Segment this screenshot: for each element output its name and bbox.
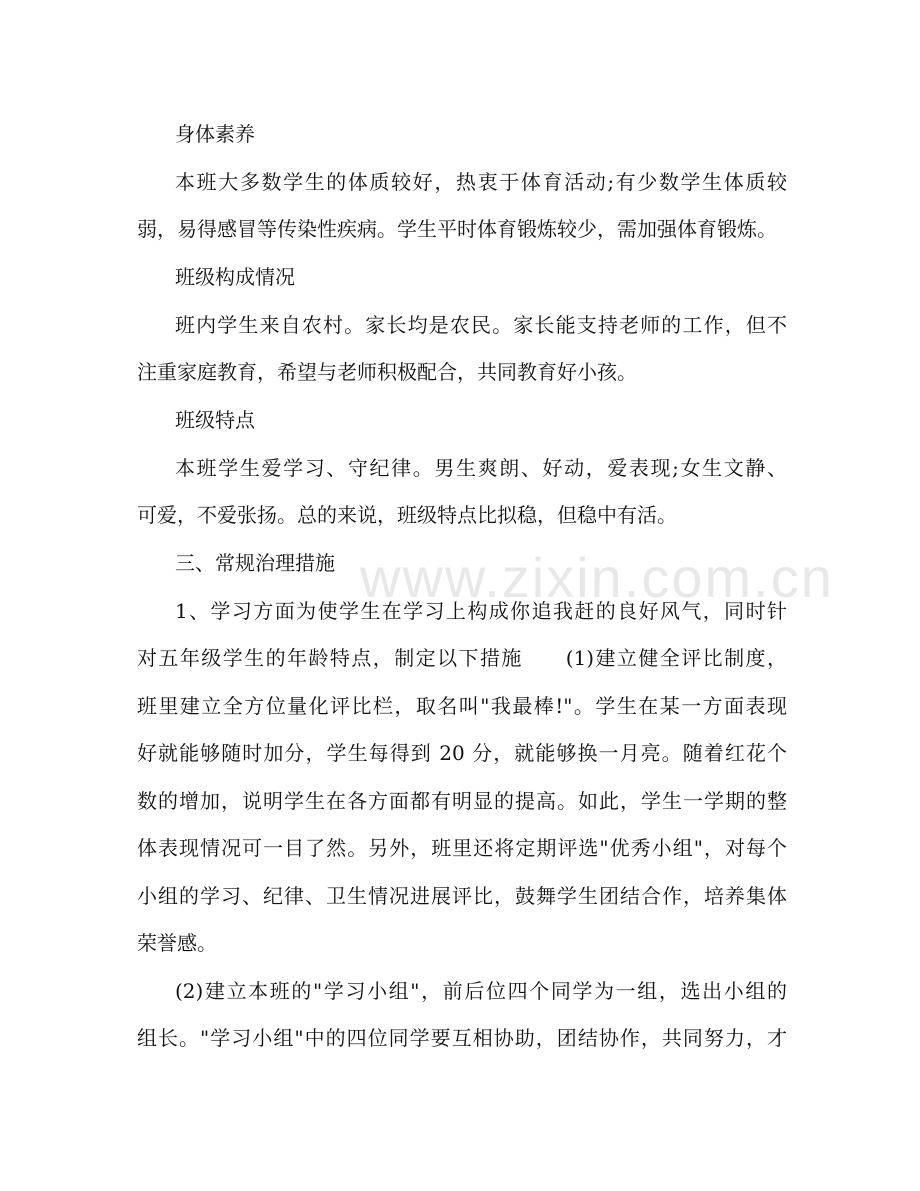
paragraph-line: 对五年级学生的年龄特点，制定以下措施 (1)建立健全评比制度， (137, 646, 787, 670)
paragraph-line: 本班学生爱学习、守纪律。男生爽朗、好动，爱表现;女生文静、 (175, 456, 787, 480)
section-heading-physical: 身体素养 (175, 122, 255, 146)
paragraph-line: 班内学生来自农村。家长均是农民。家长能支持老师的工作，但不 (175, 313, 787, 337)
paragraph-line: 体表现情况可一目了然。另外，班里还将定期评选"优秀小组"，对每个 (137, 836, 787, 860)
paragraph-line: 本班大多数学生的体质较好，热衷于体育活动;有少数学生体质较 (175, 170, 787, 194)
paragraph-line: 数的增加，说明学生在各方面都有明显的提高。如此，学生一学期的整 (137, 789, 787, 813)
paragraph-line: 可爱，不爱张扬。总的来说，班级特点比拟稳，但稳中有活。 (137, 503, 677, 527)
watermark: www.zixin.com.cn (360, 546, 834, 609)
paragraph-line: 小组的学习、纪律、卫生情况进展评比，鼓舞学生团结合作，培养集体 (137, 884, 787, 908)
paragraph-line: (2)建立本班的"学习小组"，前后位四个同学为一组，选出小组的 (175, 979, 787, 1003)
paragraph-line: 弱，易得感冒等传染性疾病。学生平时体育锻炼较少，需加强体育锻炼。 (137, 217, 777, 241)
paragraph-line: 1、学习方面为使学生在学习上构成你追我赶的良好风气，同时针 (175, 599, 787, 623)
paragraph-line: 班里建立全方位量化评比栏，取名叫"我最棒!"。学生在某一方面表现 (137, 694, 787, 718)
section-heading-measures: 三、常规治理措施 (175, 551, 335, 575)
paragraph-line: 荣誉感。 (137, 931, 217, 955)
paragraph-line: 好就能够随时加分，学生每得到 20 分，就能够换一月亮。随着红花个 (137, 741, 787, 765)
section-heading-composition: 班级构成情况 (175, 265, 295, 289)
paragraph-line: 注重家庭教育，希望与老师积极配合，共同教育好小孩。 (137, 360, 637, 384)
section-heading-features: 班级特点 (175, 408, 255, 432)
paragraph-line: 组长。"学习小组"中的四位同学要互相协助，团结协作，共同努力，才 (137, 1026, 787, 1050)
